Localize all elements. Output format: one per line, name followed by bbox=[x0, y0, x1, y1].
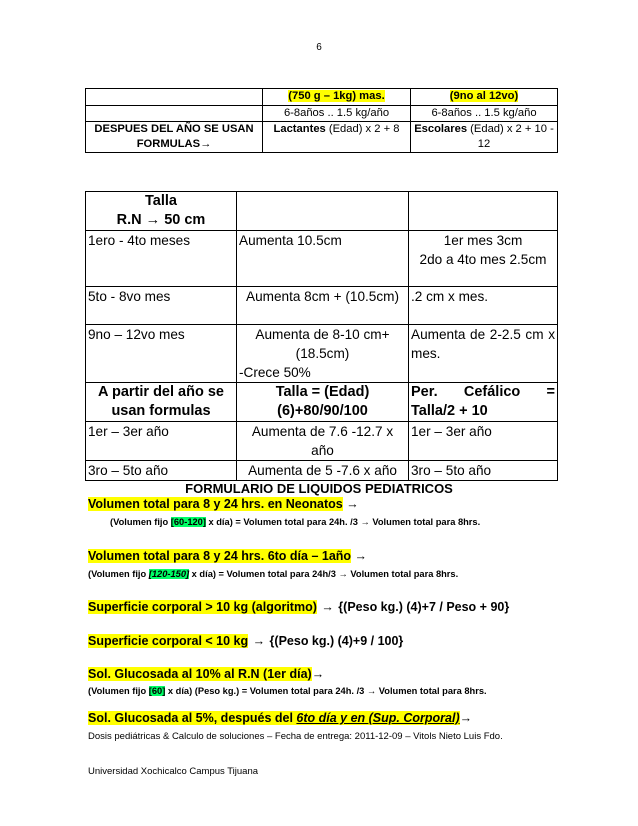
t2-cell: Per. Cefálico = Talla/2 + 10 bbox=[409, 383, 558, 422]
formula-text: x día) = Volumen total para 24h. /3 bbox=[205, 517, 361, 527]
t2-cell: 5to - 8vo mes bbox=[86, 287, 237, 325]
arrow-right-icon: → bbox=[360, 517, 370, 527]
t2-text: 2do a 4to mes 2.5cm bbox=[419, 252, 547, 267]
formula-text: x día) = Volumen total para 24h/3 bbox=[189, 569, 339, 579]
section-superficie-mayor bbox=[88, 598, 558, 616]
t2-text: -Crece 50% bbox=[239, 365, 311, 380]
footer-institution: Universidad Xochicalco Campus Tijuana bbox=[88, 766, 259, 777]
arrow-right-icon: → bbox=[252, 634, 266, 648]
t2-cell: Aumenta de 5 -7.6 x año bbox=[237, 461, 409, 481]
t1-cell bbox=[86, 106, 263, 122]
growth-weight-table bbox=[85, 88, 558, 153]
formula-text: Volumen total para 8hrs. bbox=[376, 686, 487, 696]
section-title-text: Superficie corporal < 10 kg bbox=[88, 634, 249, 648]
t2-header-rn bbox=[88, 211, 234, 230]
formula-text: (Volumen fijo bbox=[88, 569, 149, 579]
t2-cell: Aumenta 10.5cm bbox=[237, 231, 409, 287]
section-title-text: Volumen total para 8 y 24 hrs. 6to día – 1año bbox=[88, 549, 352, 563]
formula-text: {(Peso kg.) (4)+7 / Peso + 90} bbox=[338, 600, 510, 614]
formula-text: Volumen total para 8hrs. bbox=[347, 569, 459, 579]
footer-line: Dosis pediátricas & Calculo de soluciones – Fecha de entrega: 2011-12-09 – Vitols Nieto Luis Fdo. bbox=[88, 731, 503, 742]
t2-text: Aumenta de 8-10 cm+ (18.5cm) bbox=[255, 327, 390, 361]
range-highlight: [120-150] bbox=[148, 569, 190, 579]
t2-cell bbox=[237, 192, 409, 231]
section-formula bbox=[88, 684, 558, 698]
section-superficie-menor bbox=[88, 632, 558, 650]
t2-cell: Aumenta 8cm + (10.5cm) bbox=[237, 287, 409, 325]
t2-cell bbox=[237, 325, 409, 383]
t2-cell: 1ero - 4to meses bbox=[86, 231, 237, 287]
page-number: 6 bbox=[316, 42, 322, 53]
t2-cell: Talla = (Edad)(6)+80/90/100 bbox=[237, 383, 409, 422]
t1-header-lactantes: (750 g – 1kg) mas. bbox=[288, 90, 385, 102]
t1-cell: 6-8años .. 1.5 kg/año bbox=[411, 106, 558, 122]
formula-text: {(Peso kg.) (4)+9 / 100} bbox=[269, 634, 404, 648]
t2-cell: 3ro – 5to año bbox=[409, 461, 558, 481]
arrow-right-icon: → bbox=[354, 549, 368, 563]
formula-text: Volumen total para 8hrs. bbox=[369, 517, 481, 527]
t2-header-cell bbox=[86, 192, 237, 231]
t2-header-talla: Talla bbox=[145, 193, 177, 209]
t2-cell: Aumenta de 2-2.5 cm x mes. bbox=[409, 325, 558, 383]
section-glucosada-10 bbox=[88, 666, 558, 698]
arrow-right-icon: → bbox=[200, 138, 212, 150]
section-title-emphasis: 6to día y en (Sup. Corporal) bbox=[296, 711, 460, 725]
arrow-right-icon: → bbox=[459, 711, 473, 725]
section-title-text: Sol. Glucosada al 10% al R.N (1er día) bbox=[88, 667, 312, 681]
t2-cell: 3ro – 5to año bbox=[86, 461, 237, 481]
t1-formulas-label bbox=[86, 122, 263, 153]
section-neonatos bbox=[88, 496, 558, 529]
range-highlight: [60-120] bbox=[170, 517, 206, 527]
section-title bbox=[88, 548, 558, 564]
formula-text: x día) (Peso kg.) = Volumen total para 24h. /3 bbox=[165, 686, 367, 696]
t1-lactantes-rest: (Edad) x 2 + 8 bbox=[325, 123, 400, 135]
t1-lactantes-formula bbox=[263, 122, 411, 153]
t1-header-escolares: (9no al 12vo) bbox=[449, 90, 519, 102]
t1-escolares-formula bbox=[411, 122, 558, 153]
t1-cell bbox=[263, 89, 411, 106]
section-title bbox=[88, 710, 558, 726]
t1-cell bbox=[411, 89, 558, 106]
section-6to-dia bbox=[88, 548, 558, 581]
arrow-right-icon: → bbox=[145, 212, 161, 228]
arrow-right-icon: → bbox=[346, 497, 359, 511]
section-glucosada-5 bbox=[88, 710, 558, 726]
t2-rn-label: R.N bbox=[116, 212, 142, 228]
growth-height-table bbox=[85, 191, 558, 481]
t1-cell: 6-8años .. 1.5 kg/año bbox=[263, 106, 411, 122]
t1-escolares-rest: (Edad) x 2 + 10 - 12 bbox=[467, 123, 554, 150]
t2-rn-value: 50 cm bbox=[164, 212, 206, 228]
formula-text: (Volumen fijo bbox=[88, 686, 149, 696]
arrow-right-icon: → bbox=[321, 600, 334, 614]
section-title-text: Superficie corporal > 10 kg (algoritmo) bbox=[88, 600, 317, 614]
section-formula bbox=[88, 567, 558, 581]
arrow-right-icon: → bbox=[366, 686, 377, 696]
t2-text: 1er mes 3cm bbox=[443, 233, 523, 248]
section-title bbox=[88, 496, 558, 512]
t2-cell: 1er – 3er año bbox=[86, 422, 237, 461]
t2-cell: 1er – 3er año bbox=[409, 422, 558, 461]
section-title bbox=[88, 666, 558, 682]
arrow-right-icon: → bbox=[338, 569, 348, 579]
t2-cell bbox=[409, 231, 558, 287]
arrow-right-icon: → bbox=[311, 667, 325, 681]
t2-cell bbox=[409, 192, 558, 231]
section-title-text: Volumen total para 8 y 24 hrs. en Neonatos bbox=[88, 497, 343, 511]
section-formula bbox=[88, 515, 558, 529]
t1-escolares-label: Escolares bbox=[414, 123, 468, 135]
form-title: FORMULARIO DE LIQUIDOS PEDIATRICOS bbox=[185, 481, 453, 496]
t1-formulas-text: DESPUES DEL AÑO SE USAN FORMULAS bbox=[94, 123, 254, 150]
t1-lactantes-label: Lactantes bbox=[273, 123, 326, 135]
section-title-text: Sol. Glucosada al 5%, después del bbox=[88, 711, 297, 725]
range-highlight: [60] bbox=[148, 686, 166, 696]
t1-cell bbox=[86, 89, 263, 106]
formula-text: (Volumen fijo bbox=[110, 517, 171, 527]
t2-cell: Aumenta de 7.6 -12.7 x año bbox=[237, 422, 409, 461]
t2-cell: .2 cm x mes. bbox=[409, 287, 558, 325]
t2-cell: A partir del año se usan formulas bbox=[86, 383, 237, 422]
t2-cell: 9no – 12vo mes bbox=[86, 325, 237, 383]
